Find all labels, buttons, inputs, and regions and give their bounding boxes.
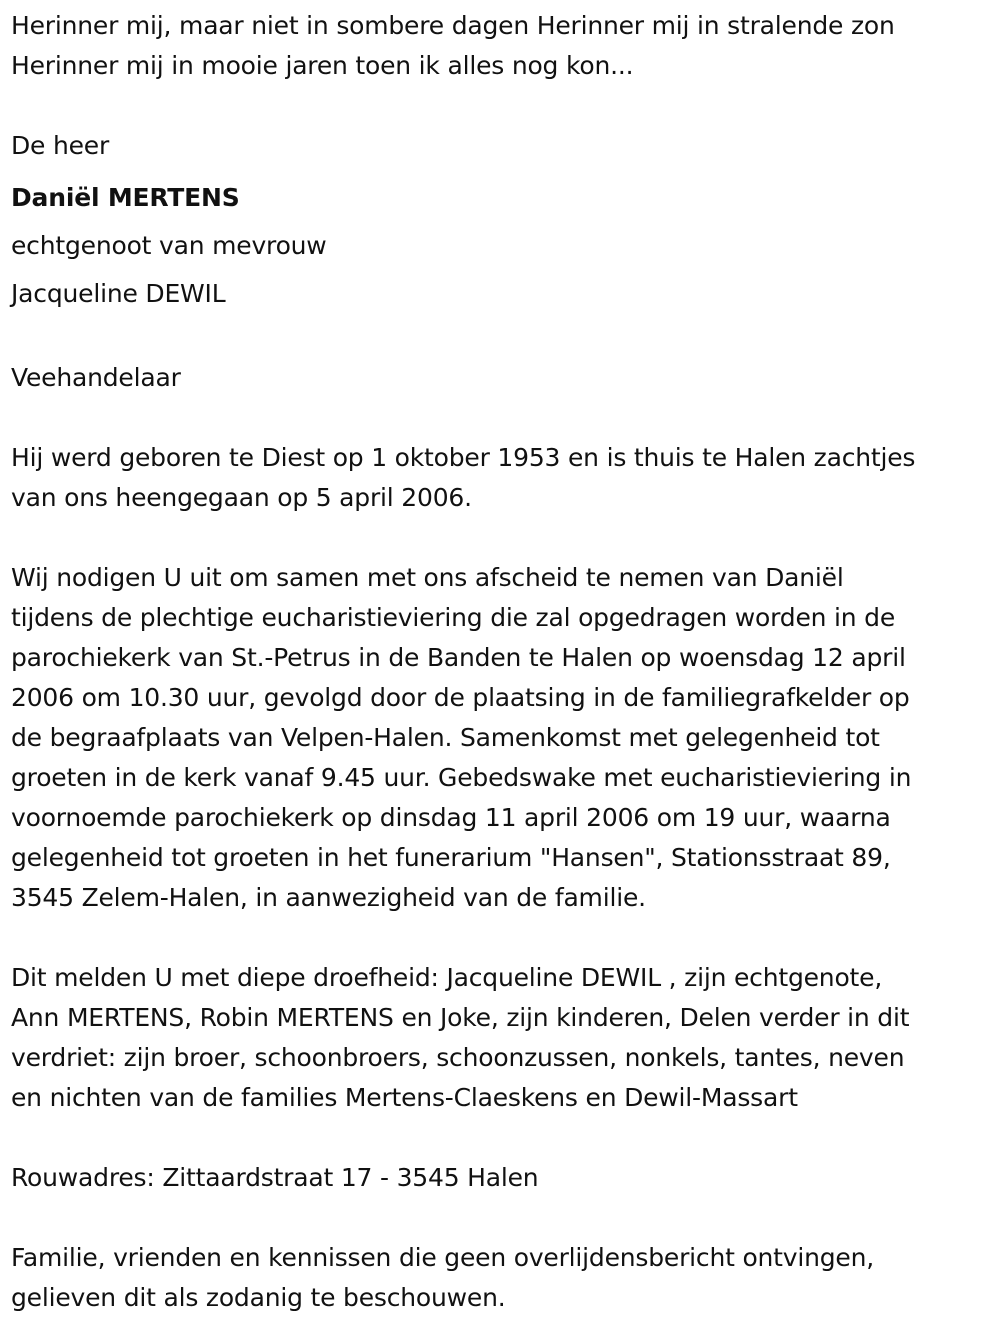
spacer xyxy=(11,1118,988,1158)
spacer xyxy=(11,86,988,126)
invitation-line: parochiekerk van St.-Petrus in de Banden te Halen op woensdag 12 april xyxy=(11,643,906,672)
spouse-label: echtgenoot van mevrouw xyxy=(11,231,327,260)
spouse-name: Jacqueline DEWIL xyxy=(11,279,226,308)
deceased-block xyxy=(11,126,988,318)
invitation-line: gelegenheid tot groeten in het funerarium "Hansen", Stationsstraat 89, xyxy=(11,843,891,872)
birth-death-line-2: van ons heengegaan op 5 april 2006. xyxy=(11,483,472,512)
spacer xyxy=(11,398,988,438)
birth-death-line-1: Hij werd geboren te Diest op 1 oktober 1953 en is thuis te Halen zachtjes xyxy=(11,443,916,472)
spacer xyxy=(11,318,988,358)
honorific: De heer xyxy=(11,131,110,160)
spacer xyxy=(11,918,988,958)
closing-line-2: gelieven dit als zodanig te beschouwen. xyxy=(11,1283,506,1312)
profession: Veehandelaar xyxy=(11,363,181,392)
birth-death-paragraph xyxy=(11,438,988,518)
invitation-line: groeten in de kerk vanaf 9.45 uur. Gebedswake met eucharistieviering in xyxy=(11,763,912,792)
invitation-line: Wij nodigen U uit om samen met ons afscheid te nemen van Daniël xyxy=(11,563,844,592)
announcement-line: Ann MERTENS, Robin MERTENS en Joke, zijn kinderen, Delen verder in dit xyxy=(11,1003,910,1032)
spacer xyxy=(11,518,988,558)
invitation-line: 2006 om 10.30 uur, gevolgd door de plaatsing in de familiegrafkelder op xyxy=(11,683,910,712)
mourning-address: Rouwadres: Zittaardstraat 17 - 3545 Halen xyxy=(11,1163,539,1192)
invitation-line: voornoemde parochiekerk op dinsdag 11 april 2006 om 19 uur, waarna xyxy=(11,803,891,832)
announcement-line: verdriet: zijn broer, schoonbroers, schoonzussen, nonkels, tantes, neven xyxy=(11,1043,905,1072)
invitation-line: tijdens de plechtige eucharistieviering die zal opgedragen worden in de xyxy=(11,603,896,632)
poem xyxy=(11,6,988,86)
invitation-paragraph xyxy=(11,558,988,918)
invitation-line: de begraafplaats van Velpen-Halen. Samenkomst met gelegenheid tot xyxy=(11,723,880,752)
closing-paragraph xyxy=(11,1238,988,1318)
deceased-name: Daniël MERTENS xyxy=(11,183,240,212)
poem-line-1: Herinner mij, maar niet in sombere dagen Herinner mij in stralende zon xyxy=(11,11,895,40)
poem-line-2: Herinner mij in mooie jaren toen ik alles nog kon... xyxy=(11,51,634,80)
spacer xyxy=(11,1198,988,1238)
announcement-paragraph xyxy=(11,958,988,1118)
announcement-line: Dit melden U met diepe droefheid: Jacqueline DEWIL , zijn echtgenote, xyxy=(11,963,883,992)
invitation-line: 3545 Zelem-Halen, in aanwezigheid van de familie. xyxy=(11,883,646,912)
closing-line-1: Familie, vrienden en kennissen die geen overlijdensbericht ontvingen, xyxy=(11,1243,875,1272)
announcement-line: en nichten van de families Mertens-Claeskens en Dewil-Massart xyxy=(11,1083,798,1112)
